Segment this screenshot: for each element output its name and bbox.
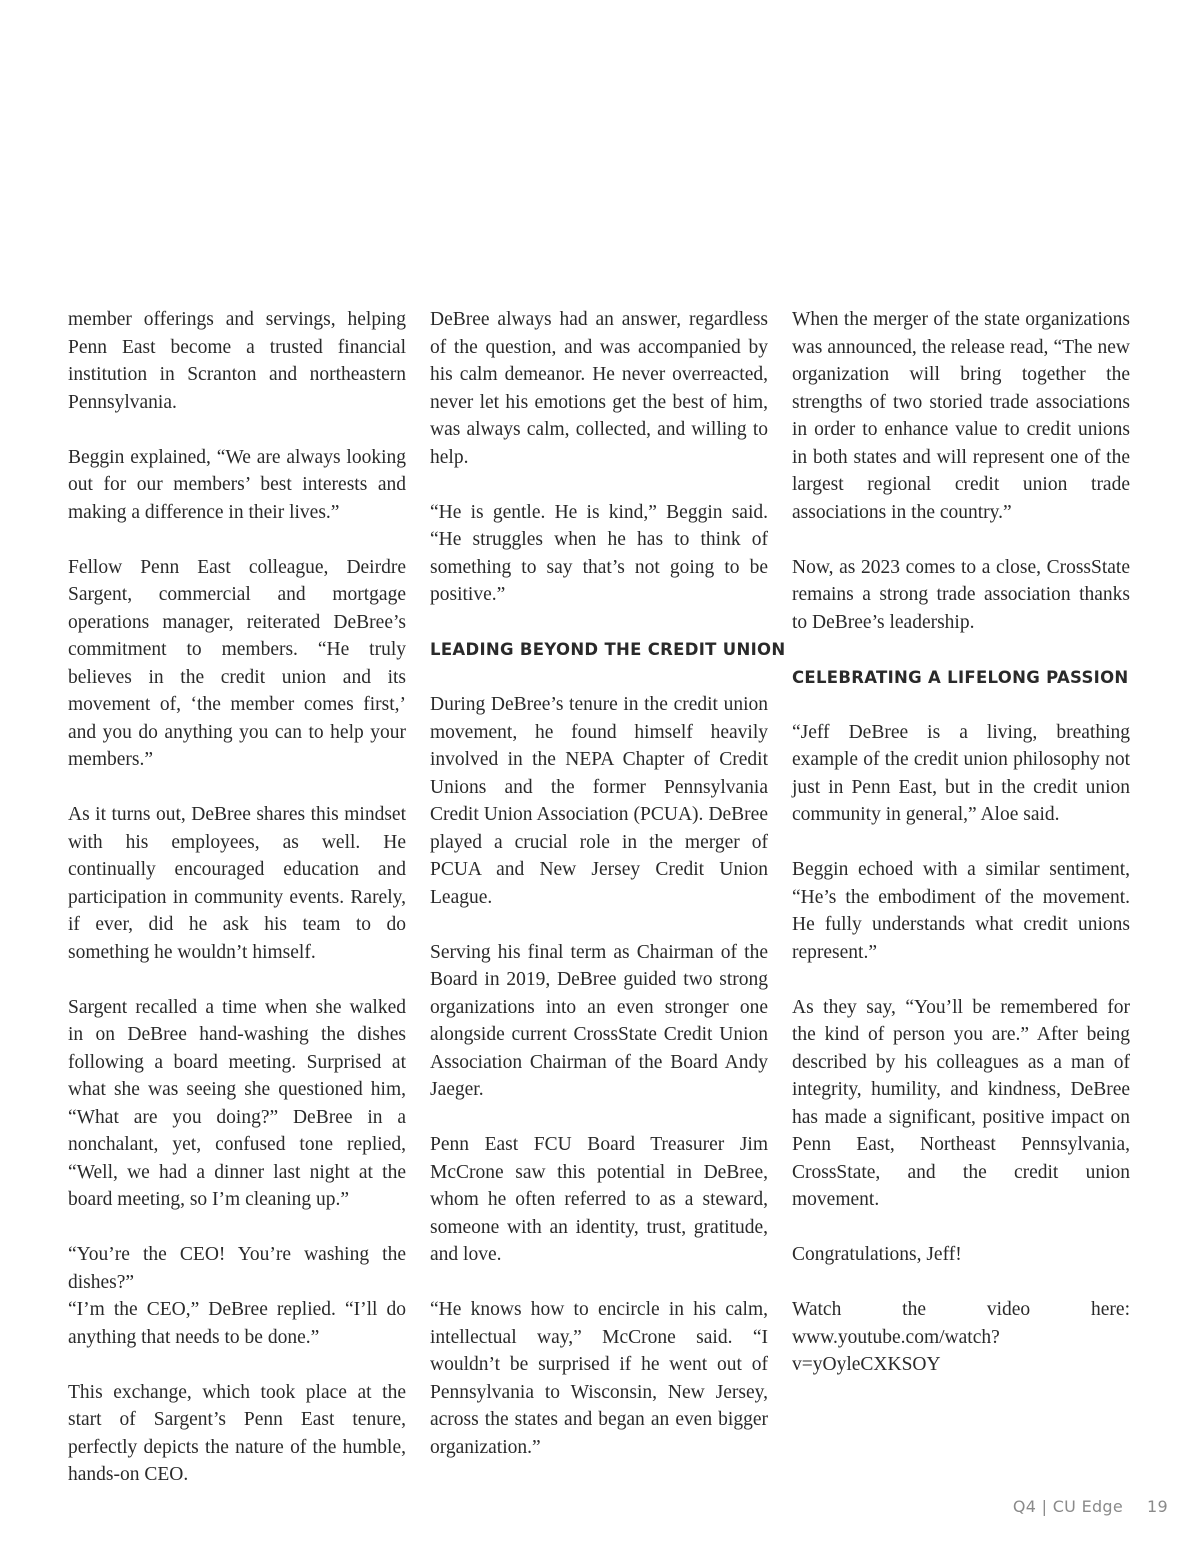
paragraph: Sargent recalled a time when she walked in on DeBree hand-washing the dishes following a board meeting. Surprised at what she was seeing she questioned him, “What are you doing?” DeBree in a nonchalant, yet, confused tone replied, “Well, we had a dinner last night at the board meeting, so I’m cleaning up.” — [68, 996, 406, 1210]
paragraph: Beggin echoed with a similar sentiment, “He’s the embodiment of the movement. He fully understands what credit unions represent.” — [792, 859, 1130, 963]
page-footer — [1013, 1497, 1168, 1516]
paragraph: Fellow Penn East colleague, Deirdre Sargent, commercial and mortgage operations manager, reiterated DeBree’s commitment to members. “He truly believes in the credit union and its movement of, ‘the member comes first,’ and you do anything you can to help your members.” — [68, 556, 406, 770]
paragraph: During DeBree’s tenure in the credit union movement, he found himself heavily involved in the NEPA Chapter of Credit Unions and the former Pennsylvania Credit Union Association (PCUA). DeBree played a crucial role in the merger of PCUA and New Jersey Credit Union League. — [430, 694, 768, 908]
paragraph: Beggin explained, “We are always looking out for our members’ best interests and making a difference in their lives.” — [68, 446, 406, 523]
video-link-paragraph[interactable]: Watch the video here: www.youtube.com/watch?v=yOyleCXKSOY — [792, 1299, 1130, 1375]
paragraph: Penn East FCU Board Treasurer Jim McCrone saw this potential in DeBree, whom he often referred to as a steward, someone with an identity, trust, gratitude, and love. — [430, 1134, 768, 1265]
article-column-3 — [792, 306, 1130, 1406]
paragraph: “You’re the CEO! You’re washing the dishes?” — [68, 1244, 406, 1293]
section-heading: LEADING BEYOND THE CREDIT UNION — [430, 640, 786, 659]
paragraph: As they say, “You’ll be remembered for the kind of person you are.” After being described by his colleagues as a man of integrity, humility, and kindness, DeBree has made a significant, positive impact on Penn East, Northeast Pennsylvania, CrossState, and the credit union movement. — [792, 996, 1130, 1210]
paragraph: “I’m the CEO,” DeBree replied. “I’ll do anything that needs to be done.” — [68, 1299, 406, 1348]
paragraph: Now, as 2023 comes to a close, CrossState remains a strong trade association thanks to DeBree’s leadership. — [792, 556, 1130, 633]
paragraph: This exchange, which took place at the start of Sargent’s Penn East tenure, perfectly depicts the nature of the humble, hands-on CEO. — [68, 1381, 406, 1485]
paragraph: Serving his final term as Chairman of the Board in 2019, DeBree guided two strong organizations into an even stronger one alongside current CrossState Credit Union Association Chairman of the Board Andy Jaeger. — [430, 941, 768, 1100]
page-number: 19 — [1147, 1497, 1168, 1516]
article-column-2 — [430, 306, 786, 1489]
paragraph: member offerings and servings, helping Penn East become a trusted financial institution in Scranton and northeastern Pennsylvania. — [68, 309, 406, 413]
paragraph: As it turns out, DeBree shares this mindset with his employees, as well. He continually encouraged education and participation in community events. Rarely, if ever, did he ask his team to do something he wouldn’t himself. — [68, 804, 406, 963]
publication-name: Q4 | CU Edge — [1012, 1497, 1124, 1516]
paragraph: “He is gentle. He is kind,” Beggin said. “He struggles when he has to think of something to say that’s not going to be positive.” — [430, 501, 768, 605]
paragraph: When the merger of the state organizations was announced, the release read, “The new organization will bring together the strengths of two storied trade associations in order to enhance value to credit unions in both states and will represent one of the largest regional credit union trade associations in the country.” — [792, 309, 1130, 523]
paragraph: DeBree always had an answer, regardless of the question, and was accompanied by his calm demeanor. He never overreacted, never let his emotions get the best of him, was always calm, collected, and willing to help. — [430, 309, 768, 468]
paragraph: Congratulations, Jeff! — [792, 1244, 962, 1265]
paragraph: “Jeff DeBree is a living, breathing example of the credit union philosophy not just in Penn East, but in the credit union community in general,” Aloe said. — [792, 721, 1130, 825]
article-column-1 — [68, 306, 406, 1516]
section-heading: CELEBRATING A LIFELONG PASSION — [792, 667, 1129, 687]
paragraph: “He knows how to encircle in his calm, intellectual way,” McCrone said. “I wouldn’t be surprised if he went out of Pennsylvania to Wisconsin, New Jersey, across the states and began an even bigger organization.” — [430, 1299, 768, 1458]
